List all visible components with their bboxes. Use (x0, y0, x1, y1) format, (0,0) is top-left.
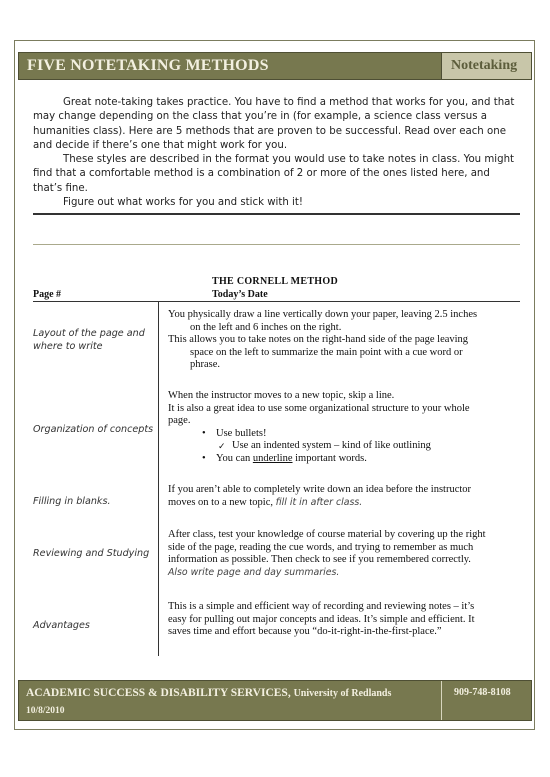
header-tag (441, 53, 531, 79)
page-number-label: Page # (33, 289, 62, 300)
intro-paragraph-2: These styles are described in the format you would use to take notes in class. You might find that a comfortable method is a combination of 2 or more of the ones listed here, and that’s fine. (33, 154, 515, 194)
cue-layout: Layout of the page and where to write (33, 328, 145, 352)
header-bar (18, 52, 532, 80)
note-organization-line-1: When the instructor moves to a new topic, skip a line. (168, 390, 395, 401)
note-filling-text (168, 484, 486, 509)
note-filling (168, 484, 486, 509)
footer-organization (26, 687, 391, 699)
cornell-vertical-line (158, 301, 159, 656)
bullet-use-bullets: • Use bullets! (168, 428, 486, 441)
page-title: FIVE NOTETAKING METHODS (27, 57, 269, 74)
divider-thin (33, 244, 520, 245)
bullet-underline-post: important words. (292, 452, 367, 464)
note-reviewing-text (168, 529, 486, 579)
note-layout-line-1: You physically draw a line vertically down your paper, leaving 2.5 inches on the left and 6 inches on the right. (168, 309, 478, 333)
cornell-horizontal-line (33, 301, 520, 302)
footer-phone: 909-748-8108 (454, 687, 511, 698)
intro-text (33, 96, 521, 210)
organization-list (168, 428, 486, 466)
section-title: THE CORNELL METHOD (212, 276, 338, 287)
cue-advantages: Advantages (33, 620, 90, 631)
footer-university: University of Redlands (293, 688, 392, 699)
footer-date: 10/8/2010 (26, 706, 65, 716)
cue-filling: Filling in blanks. (33, 496, 111, 507)
note-layout-line-2: This allows you to take notes on the right-hand side of the page leaving space on the left to summarize the main point with a cue word or phrase. (168, 334, 469, 370)
cue-organization: Organization of concepts (33, 424, 154, 435)
footer-phone-box (441, 681, 531, 720)
cue-reviewing: Reviewing and Studying (33, 548, 150, 559)
divider-thick (33, 213, 520, 215)
note-reviewing-script: Also write page and day summaries. (168, 566, 340, 578)
note-advantages (168, 601, 486, 639)
note-reviewing-main: After class, test your knowledge of course material by covering up the right side of the page, reading the cue words, and trying to remember as much information as possible. Then check to see if you remembered correctly. (168, 529, 486, 565)
note-filling-script: fill it in after class. (275, 496, 363, 508)
intro-paragraph-3: Figure out what works for you and stick with it! (63, 197, 303, 209)
bullet-underline (168, 453, 486, 466)
note-filling-main: If you aren’t able to completely write down an idea before the instructor moves on to a new topic, (168, 484, 472, 508)
bullet-underline-pre: You can (216, 452, 253, 464)
todays-date-label: Today’s Date (212, 289, 268, 300)
footer-bar (18, 680, 532, 721)
note-organization-line-2: It is also a great idea to use some organizational structure to your whole page. (168, 402, 470, 426)
note-advantages-text: This is a simple and efficient way of recording and reviewing notes – it’s easy for pulling out major concepts and ideas. It’s simple and efficient. It saves time and effort because you “do-it-right-in-the-first-place.” (168, 601, 475, 637)
note-organization (168, 390, 486, 465)
header-tag-label: Notetaking (451, 58, 518, 73)
note-layout (168, 309, 486, 372)
check-indented-system: ✓ Use an indented system – kind of like outlining (168, 440, 486, 453)
intro-paragraph-1: Great note-taking takes practice. You have to find a method that works for you, and that may change depending on the class that you’re in (for example, a science class versus a humanities class). Here are 5 methods that are proven to be successful. Read over each one and decide if there’s one that might work for you. (33, 97, 515, 151)
underline-word: underline (252, 452, 293, 464)
footer-org-name: ACADEMIC SUCCESS & DISABILITY SERVICES, (26, 687, 291, 699)
note-reviewing (168, 529, 486, 579)
